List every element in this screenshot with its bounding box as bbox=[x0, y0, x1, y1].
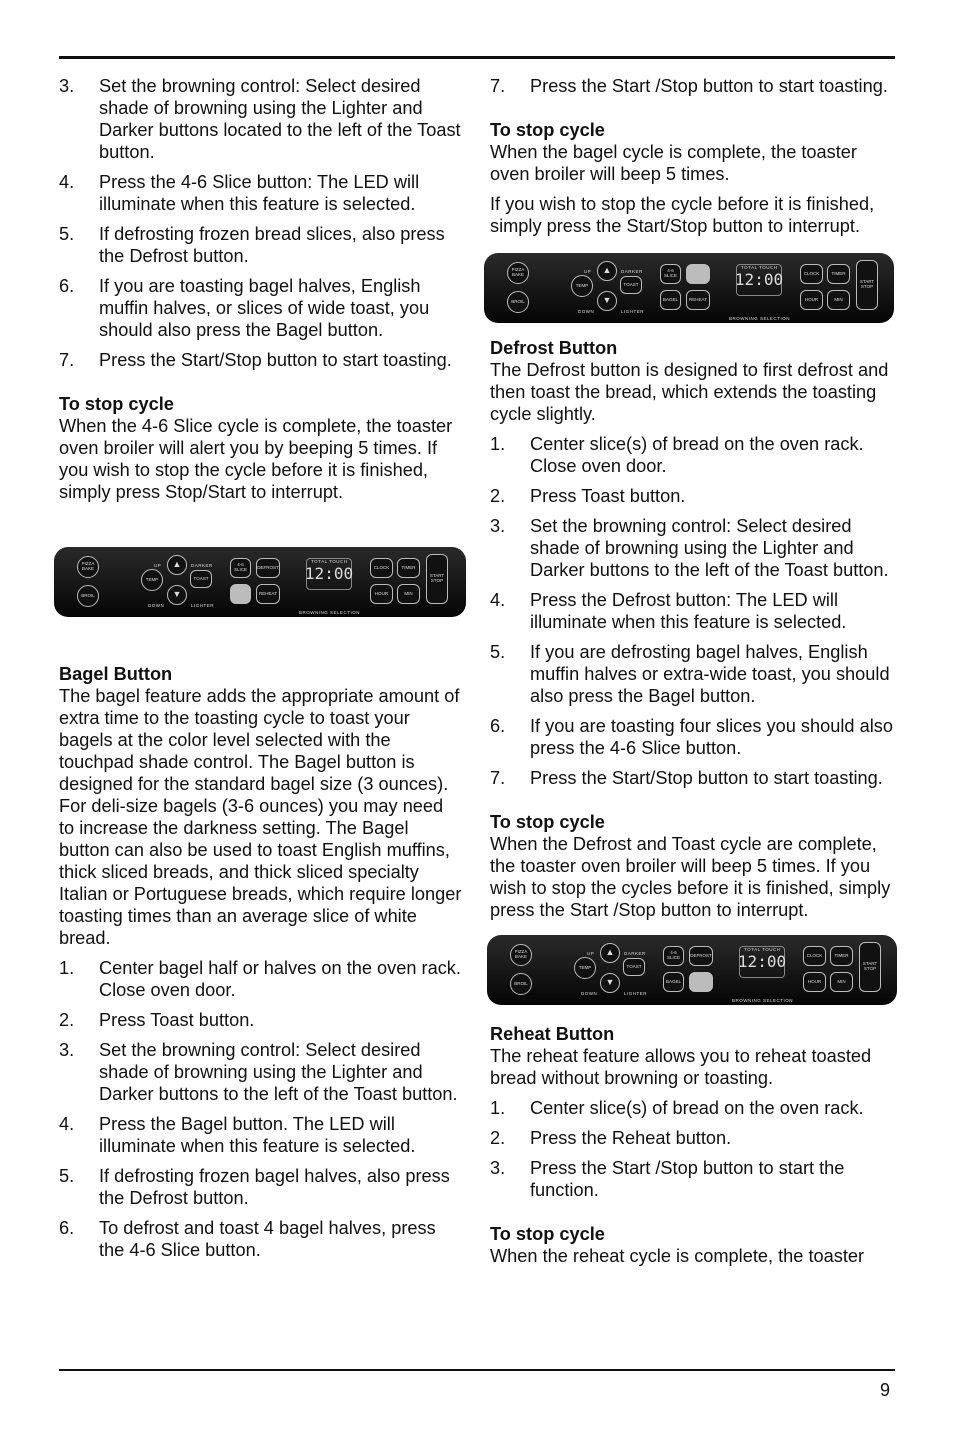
down-label: DOWN bbox=[578, 309, 595, 314]
paragraph: When the bagel cycle is complete, the toaster oven broiler will beep 5 times. bbox=[490, 142, 857, 184]
browning-selection-label: BROWNING SELECTION bbox=[732, 998, 794, 1003]
list-item: 2. Press Toast button. bbox=[59, 1010, 255, 1030]
browning-selection-label: BROWNING SELECTION bbox=[299, 610, 361, 615]
darker-label: DARKER bbox=[191, 563, 213, 568]
defrost-button: DEFROST bbox=[686, 264, 710, 284]
up-arrow-icon: ▲ bbox=[600, 943, 620, 963]
top-rule bbox=[59, 56, 895, 59]
clock-display: 12:00 bbox=[736, 264, 782, 296]
defrost-steps bbox=[490, 433, 895, 789]
section-heading: To stop cycle bbox=[490, 120, 605, 140]
up-arrow-icon: ▲ bbox=[597, 261, 617, 281]
list-item: 5. If defrosting frozen bread slices, also press the Defrost button. bbox=[59, 224, 445, 266]
right-column bbox=[490, 75, 895, 1275]
four-six-slice-button: 4-6 SLICE bbox=[663, 946, 684, 966]
clock-button: CLOCK bbox=[370, 558, 393, 578]
four-six-slice-button: 4-6 SLICE bbox=[660, 264, 681, 284]
list-item: 6. If you are toasting bagel halves, English muffin halves, or slices of wide toast, you should also press the Bagel button. bbox=[59, 276, 430, 340]
paragraph: If you wish to stop the cycle before it is finished, simply press the Start/Stop button to interrupt. bbox=[490, 194, 875, 236]
broil-button: BROIL bbox=[507, 291, 529, 313]
clock-display: 12:00 bbox=[306, 558, 352, 590]
reheat-steps bbox=[490, 1097, 895, 1201]
pizza-bake-button: PIZZA BAKE bbox=[77, 556, 99, 578]
timer-button: TIMER bbox=[397, 558, 420, 578]
lighter-label: LIGHTER bbox=[621, 309, 645, 314]
pizza-bake-button: PIZZA BAKE bbox=[510, 944, 532, 966]
start-stop-button: START STOP bbox=[859, 942, 881, 992]
down-arrow-icon: ▼ bbox=[597, 291, 617, 311]
paragraph: The reheat feature allows you to reheat toasted bread without browning or toasting. bbox=[490, 1046, 872, 1088]
page-number: 9 bbox=[880, 1380, 891, 1400]
bagel-steps-continued bbox=[490, 75, 895, 97]
reheat-button: REHEAT bbox=[689, 972, 713, 992]
section-heading: To stop cycle bbox=[59, 394, 174, 414]
brand-label: TOTAL TOUCH bbox=[741, 265, 778, 270]
broil-button: BROIL bbox=[510, 973, 532, 995]
pizza-bake-button: PIZZA BAKE bbox=[507, 262, 529, 284]
min-button: MIN bbox=[830, 972, 853, 992]
timer-button: TIMER bbox=[830, 946, 853, 966]
lighter-label: LIGHTER bbox=[624, 991, 648, 996]
start-stop-button: START STOP bbox=[426, 554, 448, 604]
section-heading: Reheat Button bbox=[490, 1024, 615, 1044]
list-item: 5. If you are defrosting bagel halves, English muffin halves or extra-wide toast, you should also press the Bagel button. bbox=[490, 642, 890, 706]
defrost-button: DEFROST bbox=[689, 946, 713, 966]
down-label: DOWN bbox=[581, 991, 598, 996]
paragraph: When the reheat cycle is complete, the toaster bbox=[490, 1246, 865, 1266]
section-heading: To stop cycle bbox=[490, 812, 605, 832]
temp-button: TEMP bbox=[571, 275, 593, 297]
hour-button: HOUR bbox=[800, 290, 823, 310]
lighter-label: LIGHTER bbox=[191, 603, 215, 608]
hour-button: HOUR bbox=[370, 584, 393, 604]
four-six-slice-button: 4-6 SLICE bbox=[230, 558, 251, 578]
paragraph: When the 4-6 Slice cycle is complete, the toaster oven broiler will alert you by beeping 5 times. If you wish to stop the cycle before it is finished, simply press Stop/Start to interrupt. bbox=[59, 416, 453, 502]
down-arrow-icon: ▼ bbox=[167, 585, 187, 605]
bottom-rule bbox=[59, 1369, 895, 1371]
bagel-button: BAGEL bbox=[660, 290, 681, 310]
list-item: 4. Press the 4-6 Slice button: The LED will illuminate when this feature is selected. bbox=[59, 172, 420, 214]
list-item: 6. If you are toasting four slices you should also press the 4-6 Slice button. bbox=[490, 716, 893, 758]
reheat-button: REHEAT bbox=[256, 584, 280, 604]
down-label: DOWN bbox=[148, 603, 165, 608]
clock-button: CLOCK bbox=[800, 264, 823, 284]
min-button: MIN bbox=[397, 584, 420, 604]
paragraph: The Defrost button is designed to first defrost and then toast the bread, which extends the toasting cycle slightly. bbox=[490, 360, 889, 424]
toast-button: TOAST bbox=[620, 276, 642, 294]
brand-label: TOTAL TOUCH bbox=[311, 559, 348, 564]
list-item: 1. Center slice(s) of bread on the oven rack. Close oven door. bbox=[490, 434, 864, 476]
broil-button: BROIL bbox=[77, 585, 99, 607]
bagel-steps bbox=[59, 957, 463, 1261]
list-item: 3. Set the browning control: Select desired shade of browning using the Lighter and Darker buttons to the left of the Toast button. bbox=[59, 1040, 458, 1104]
toast-button: TOAST bbox=[190, 570, 212, 588]
brand-label: TOTAL TOUCH bbox=[744, 947, 781, 952]
list-item: 4. Press the Defrost button: The LED will illuminate when this feature is selected. bbox=[490, 590, 847, 632]
four-slice-steps bbox=[59, 75, 463, 371]
paragraph: When the Defrost and Toast cycle are complete, the toaster oven broiler will beep 5 times. If you wish to stop the cycles before it is finished, simply press the Start /Stop button to interrupt. bbox=[490, 834, 891, 920]
control-panel-illustration bbox=[484, 253, 894, 323]
up-label: UP bbox=[584, 269, 592, 274]
up-arrow-icon: ▲ bbox=[167, 555, 187, 575]
control-panel-illustration bbox=[487, 935, 897, 1005]
control-panel-illustration bbox=[54, 547, 466, 617]
toast-button: TOAST bbox=[623, 958, 645, 976]
list-item: 2. Press Toast button. bbox=[490, 486, 686, 506]
timer-button: TIMER bbox=[827, 264, 850, 284]
reheat-button: REHEAT bbox=[686, 290, 710, 310]
start-stop-button: START STOP bbox=[856, 260, 878, 310]
list-item: 1. Center slice(s) of bread on the oven rack. bbox=[490, 1098, 864, 1118]
temp-button: TEMP bbox=[141, 569, 163, 591]
list-item: 3. Set the browning control: Select desired shade of browning using the Lighter and Darker buttons to the left of the Toast button. bbox=[490, 516, 889, 580]
list-item: 6. To defrost and toast 4 bagel halves, press the 4-6 Slice button. bbox=[59, 1218, 436, 1260]
left-column bbox=[59, 75, 463, 1269]
section-heading: To stop cycle bbox=[490, 1224, 605, 1244]
list-item: 3. Set the browning control: Select desired shade of browning using the Lighter and Darker buttons located to the left of the Toast button. bbox=[59, 76, 461, 162]
section-heading: Defrost Button bbox=[490, 338, 618, 358]
browning-selection-label: BROWNING SELECTION bbox=[729, 316, 791, 321]
up-label: UP bbox=[154, 563, 162, 568]
temp-button: TEMP bbox=[574, 957, 596, 979]
list-item: 7. Press the Start /Stop button to start toasting. bbox=[490, 76, 888, 96]
section-heading: Bagel Button bbox=[59, 664, 173, 684]
list-item: 5. If defrosting frozen bagel halves, also press the Defrost button. bbox=[59, 1166, 450, 1208]
defrost-button: DEFROST bbox=[256, 558, 280, 578]
list-item: 7. Press the Start/Stop button to start toasting. bbox=[490, 768, 883, 788]
bagel-button: BAGEL bbox=[230, 584, 251, 604]
list-item: 4. Press the Bagel button. The LED will illuminate when this feature is selected. bbox=[59, 1114, 416, 1156]
darker-label: DARKER bbox=[621, 269, 643, 274]
clock-button: CLOCK bbox=[803, 946, 826, 966]
darker-label: DARKER bbox=[624, 951, 646, 956]
min-button: MIN bbox=[827, 290, 850, 310]
clock-display: 12:00 bbox=[739, 946, 785, 978]
paragraph: The bagel feature adds the appropriate amount of extra time to the toasting cycle to toast your bagels at the color level selected with the touchpad shade control. The Bagel button is designed for the standard bagel size (3 ounces). For deli-size bagels (3-6 ounces) you may need to increase the darkness setting. The Bagel button can also be used to toast English muffins, thick sliced breads, and thick sliced specialty Italian or Portuguese breads, which require longer toasting times than an average slice of white bread. bbox=[59, 686, 462, 948]
list-item: 2. Press the Reheat button. bbox=[490, 1128, 732, 1148]
down-arrow-icon: ▼ bbox=[600, 973, 620, 993]
list-item: 1. Center bagel half or halves on the oven rack. Close oven door. bbox=[59, 958, 461, 1000]
hour-button: HOUR bbox=[803, 972, 826, 992]
bagel-button: BAGEL bbox=[663, 972, 684, 992]
list-item: 3. Press the Start /Stop button to start the function. bbox=[490, 1158, 845, 1200]
up-label: UP bbox=[587, 951, 595, 956]
list-item: 7. Press the Start/Stop button to start toasting. bbox=[59, 350, 452, 370]
